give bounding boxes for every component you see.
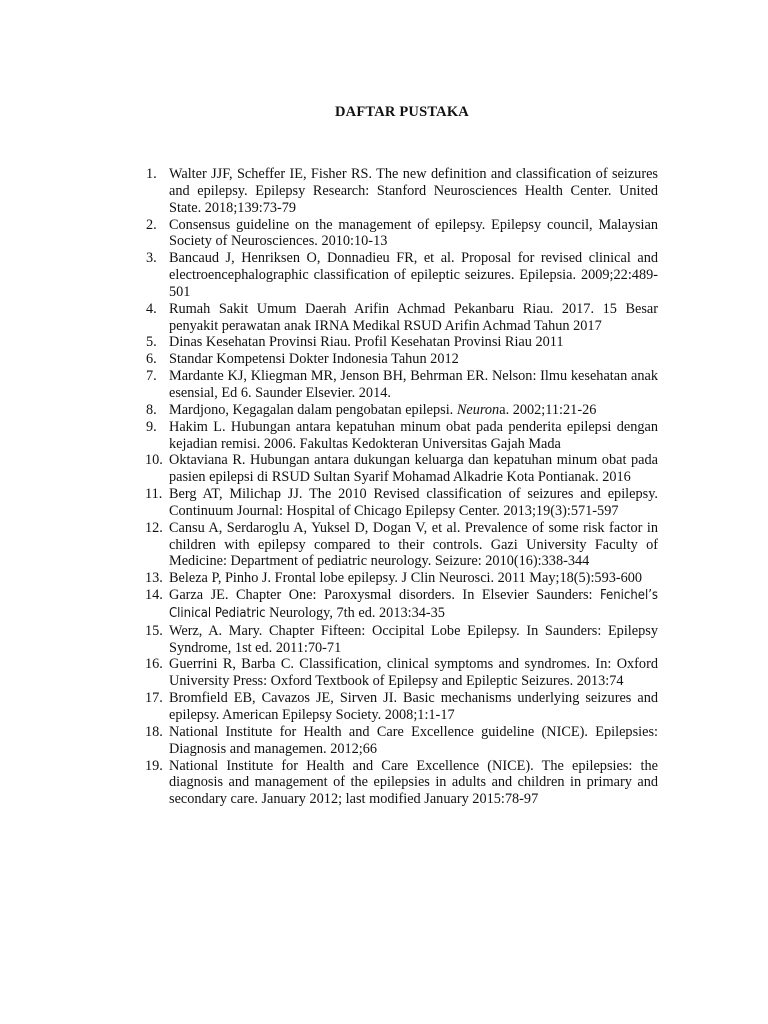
reference-text: Mardante KJ, Kliegman MR, Jenson BH, Behrman ER. Nelson: Ilmu kesehatan anak esensial, Ed 6. Saunder Elsevier. 2014. [169,368,658,401]
reference-number: 4. [146,300,157,317]
reference-number: 18. [145,723,163,740]
reference-item [146,520,658,571]
reference-number: 19. [145,757,163,774]
reference-text: a. 2002;11:21-26 [499,401,597,418]
reference-item [146,570,658,587]
reference-text: Dinas Kesehatan Provinsi Riau. Profil Kesehatan Provinsi Riau 2011 [169,334,564,351]
reference-text: Bromfield EB, Cavazos JE, Sirven JI. Basic mechanisms underlying seizures and epilepsy. American Epilepsy Society. 2008;1:1-17 [169,690,658,723]
reference-number: 15. [145,622,163,639]
reference-number: 3. [146,250,157,267]
reference-number: 6. [146,351,157,368]
reference-text: Neurology, 7th ed. 2013:34-35 [265,604,445,621]
reference-text: Garza JE. Chapter One: Paroxysmal disorders. In Elsevier Saunders: [169,587,601,604]
reference-item [146,656,658,690]
reference-number: 16. [145,656,163,673]
reference-item [146,351,658,368]
reference-text: Standar Kompetensi Dokter Indonesia Tahun 2012 [169,351,459,368]
reference-text: Rumah Sakit Umum Daerah Arifin Achmad Pekanbaru Riau. 2017. 15 Besar penyakit perawatan anak IRNA Medikal RSUD Arifin Achmad Tahun 2017 [169,300,658,334]
reference-number: 17. [145,690,163,707]
reference-journal-italic: Neuron [456,401,500,418]
reference-text: Oktaviana R. Hubungan antara dukungan keluarga dan kepatuhan minum obat pada pasien epilepsi di RSUD Sultan Syarif Mohamad Alkadrie Kota Pontianak. 2016 [169,452,658,486]
reference-item [146,166,658,217]
reference-number: 2. [146,216,157,233]
reference-item [146,758,658,809]
reference-text: Werz, A. Mary. Chapter Fifteen: Occipital Lobe Epilepsy. In Saunders: Epilepsy Syndrome, 1st ed. 2011:70-71 [169,622,658,656]
reference-text: Hakim L. Hubungan antara kepatuhan minum obat pada penderita epilepsi dengan kejadian remisi. 2006. Fakultas Kedokteran Universitas Gajah Mada [169,418,658,452]
reference-number: 7. [146,368,157,385]
reference-text: National Institute for Health and Care Excellence guideline (NICE). Epilepsies: Diagnosis and managemen. 2012;66 [169,723,658,757]
reference-item [146,623,658,657]
reference-number: 13. [145,570,163,587]
reference-item [146,486,658,520]
reference-number: 14. [145,587,163,604]
reference-item [146,402,658,419]
reference-text: Cansu A, Serdaroglu A, Yuksel D, Dogan V, et al. Prevalence of some risk factor in children with epilepsy compared to their controls. Gazi University Faculty of Medicine: Department of pediatric neurology. Seizure: 2010(16):338-344 [169,519,658,570]
page-title: DAFTAR PUSTAKA [335,104,469,120]
reference-text: Berg AT, Milichap JJ. The 2010 Revised classification of seizures and epilepsy. Continuum Journal: Hospital of Chicago Epilepsy Center. 2013;19(3):571-597 [169,486,658,519]
reference-item [146,334,658,351]
reference-book-title: Fenichel’s Clinical Pediatric [169,588,658,621]
reference-text: Mardjono, Kegagalan dalam pengobatan epilepsi. [169,401,457,418]
reference-number: 11. [145,486,163,503]
reference-number: 10. [145,452,163,469]
reference-number: 8. [146,401,157,418]
reference-item [146,250,658,301]
reference-text: Guerrini R, Barba C. Classification, clinical symptoms and syndromes. In: Oxford University Press: Oxford Textbook of Epilepsy and Epileptic Seizures. 2013:74 [169,656,658,690]
reference-item [146,368,658,402]
reference-number: 9. [146,418,157,435]
reference-text: National Institute for Health and Care Excellence (NICE). The epilepsies: the diagnosis and management of the epilepsies in adults and children in primary and secondary care. January 2012; last modified January 2015:78-97 [169,757,658,808]
reference-item [146,452,658,486]
reference-text: Beleza P, Pinho J. Frontal lobe epilepsy. J Clin Neurosci. 2011 May;18(5):593-600 [169,570,643,587]
reference-text: Consensus guideline on the management of epilepsy. Epilepsy council, Malaysian Society of Neurosciences. 2010:10-13 [169,216,658,250]
reference-item [146,301,658,335]
reference-item [146,724,658,758]
reference-item [146,587,658,623]
reference-item [146,690,658,724]
reference-number: 1. [146,166,157,182]
reference-number: 12. [145,519,163,536]
reference-item [146,419,658,453]
reference-text: Bancaud J, Henriksen O, Donnadieu FR, et al. Proposal for revised clinical and electroencephalographic classification of epileptic seizures. Epilepsia. 2009;22:489-501 [169,250,658,300]
reference-number: 5. [146,334,157,351]
reference-text: Walter JJF, Scheffer IE, Fisher RS. The new definition and classification of seizures and epilepsy. Epilepsy Research: Stanford Neurosciences Health Center. United State. 2018;139:73-79 [169,166,658,216]
reference-list [146,166,658,808]
reference-item [146,217,658,251]
